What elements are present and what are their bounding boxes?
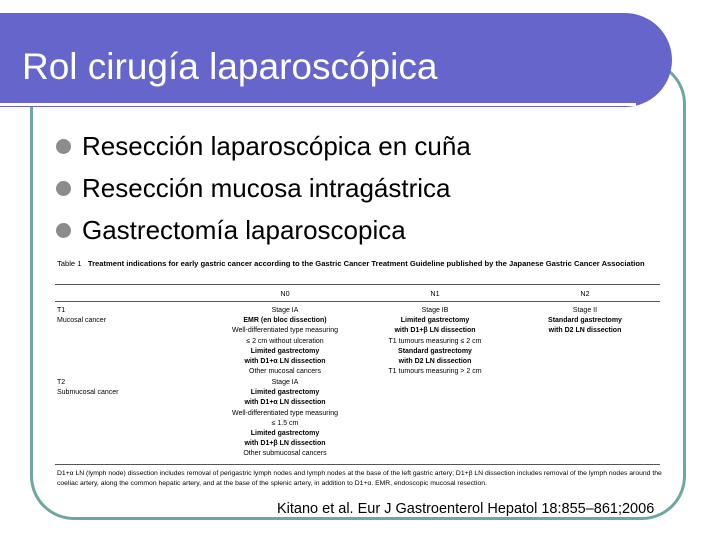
cell-line: Limited gastrectomy <box>250 430 320 438</box>
table-caption-text: Treatment indications for early gastric cancer according to the Gastric Cancer Treatment Guideline published by the Japanese Gastric Cancer Association <box>87 259 645 268</box>
table-header-rule <box>55 301 660 302</box>
cell-line: Limited gastrectomy <box>250 389 320 397</box>
bullet-dot-icon <box>56 181 71 196</box>
cell-line: with D2 LN dissection <box>548 327 622 335</box>
cell-line: Stage IA <box>271 307 299 314</box>
cell-line: T1 tumours measuring ≤ 2 cm <box>388 337 482 345</box>
bullet-dot-icon <box>56 139 71 154</box>
slide-title: Rol cirugía laparoscópica <box>22 46 438 87</box>
cancer-type: Mucosal cancer <box>57 317 107 325</box>
row-stage-label <box>57 306 106 326</box>
table-footnote: D1+α LN (lymph node) dissection includes removal of perigastric lymph nodes and lymph nodes at the base of the left gastric artery; D1+β LN dissection includes removal of the lymph nodes around the coeliac artery, along the common hepatic artery, and at the base of the splenic artery, in addition to D1+α. EMR, endoscopic mucosal resection. <box>57 470 662 487</box>
column-header-n0: N0 <box>280 289 290 298</box>
stage-label: T2 <box>57 379 66 386</box>
table-caption <box>57 259 657 270</box>
treatment-table <box>55 257 662 501</box>
cancer-type: Submucosal cancer <box>57 389 119 397</box>
cell-line: with D1+β LN dissection <box>394 327 476 335</box>
cell-line: Stage IA <box>271 379 299 386</box>
cell-line: Standard gastrectomy <box>548 317 622 325</box>
cell-line: ≤ 2 cm without ulceration <box>246 337 324 345</box>
cell-line: Other mucosal cancers <box>249 368 321 376</box>
bullet-text: Gastrectomía laparoscopica <box>82 215 406 245</box>
bullet-text: Resección laparoscópica en cuña <box>82 131 471 161</box>
row-stage-label <box>57 378 118 398</box>
cell-line: ≤ 1.5 cm <box>271 419 299 427</box>
bullet-item <box>52 211 471 253</box>
cell-line: with D1+α LN dissection <box>244 358 326 366</box>
cell-line: T1 tumours measuring > 2 cm <box>388 368 482 376</box>
column-header-n2: N2 <box>580 289 590 298</box>
column-header-n1: N1 <box>430 289 440 298</box>
bullet-dot-icon <box>56 223 71 238</box>
cell-line: Other submucosal cancers <box>243 450 327 458</box>
cell-line: EMR (en bloc dissection) <box>243 317 327 325</box>
cell-t1-n2 <box>505 306 665 337</box>
cell-line: Limited gastrectomy <box>400 317 470 325</box>
bullet-text: Resección mucosa intragástrica <box>82 173 451 203</box>
cell-line: Standard gastrectomy <box>398 347 472 355</box>
cell-line: with D2 LN dissection <box>398 358 472 366</box>
citation: Kitano et al. Eur J Gastroenterol Hepatol 18:855–861;2006 <box>277 501 655 517</box>
title-underline <box>0 103 636 106</box>
bullet-list <box>52 127 471 253</box>
stage-label: T1 <box>57 307 66 314</box>
table-top-rule <box>55 284 660 285</box>
cell-t2-n0 <box>205 378 365 460</box>
cell-t1-n1 <box>355 306 515 377</box>
cell-line: with D1+β LN dissection <box>244 440 326 448</box>
cell-line: Well-differentiated type measuring <box>232 409 338 417</box>
title-bar <box>0 13 672 107</box>
bullet-item <box>52 169 471 211</box>
table-bottom-rule <box>55 464 660 465</box>
cell-line: Limited gastrectomy <box>250 347 320 355</box>
cell-line: Stage II <box>572 307 598 314</box>
cell-t1-n0 <box>205 306 365 377</box>
cell-line: with D1+α LN dissection <box>244 399 326 407</box>
cell-line: Stage IB <box>421 307 449 314</box>
cell-line: Well-differentiated type measuring <box>232 327 338 335</box>
bullet-item <box>52 127 471 169</box>
table-label: Table 1 <box>57 259 82 268</box>
